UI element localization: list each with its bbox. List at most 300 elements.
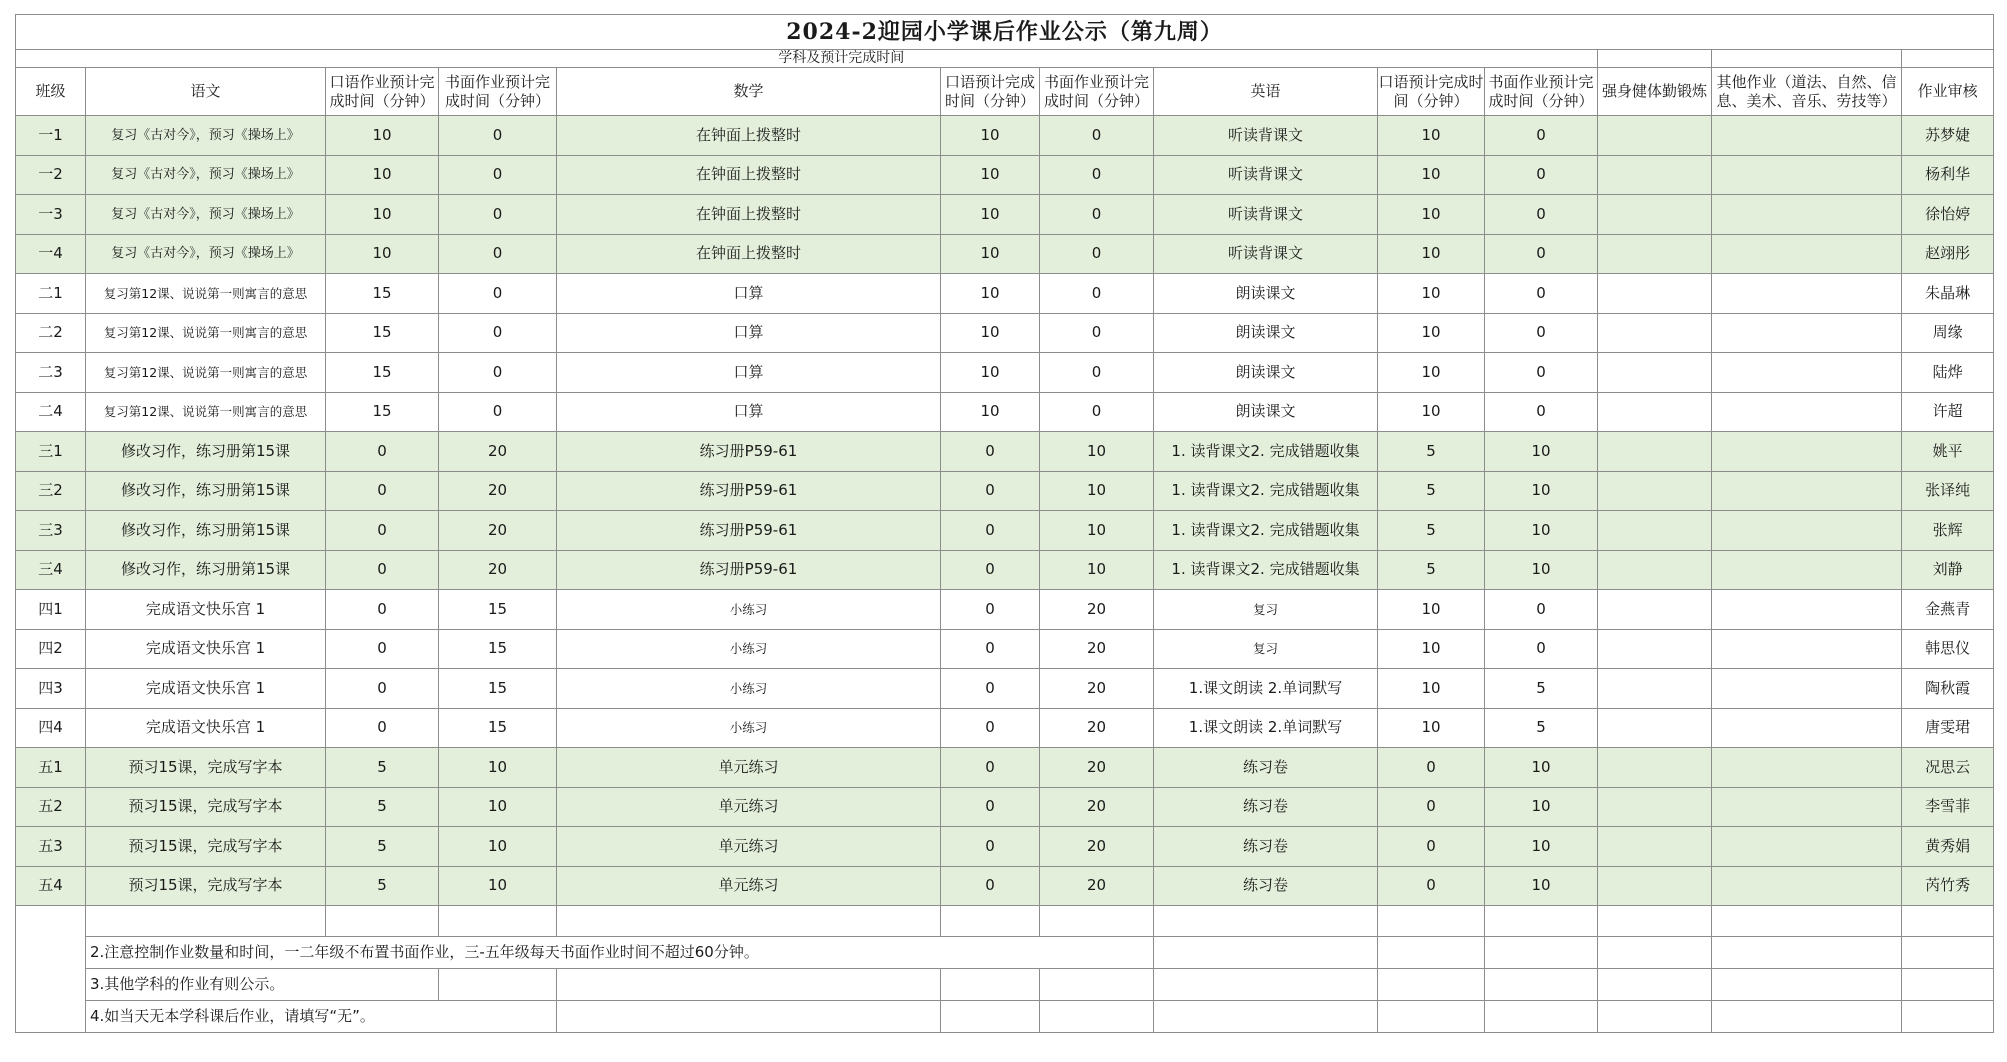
- cell-review: 黄秀娟: [1902, 827, 1994, 867]
- cell-math-oral: 0: [941, 708, 1040, 748]
- cell-math-oral: 10: [941, 274, 1040, 314]
- cell-review: 刘静: [1902, 550, 1994, 590]
- cell-math-oral: 10: [941, 155, 1040, 195]
- cell-chinese: 复习第12课、说说第一则寓言的意思: [86, 274, 326, 314]
- cell-other: [1712, 787, 1902, 827]
- cell-math: 小练习: [557, 669, 941, 709]
- cell-class: 一2: [16, 155, 86, 195]
- cell-exercise: [1598, 866, 1712, 906]
- table-row: [16, 234, 1994, 274]
- cell-review: 苏梦婕: [1902, 116, 1994, 156]
- cell-review: 芮竹秀: [1902, 866, 1994, 906]
- cell-math-oral: 10: [941, 116, 1040, 156]
- cell-other: [1712, 234, 1902, 274]
- cell-chinese-written: 15: [439, 669, 557, 709]
- cell-math: 在钟面上拨整时: [557, 116, 941, 156]
- cell-math: 单元练习: [557, 748, 941, 788]
- cell-math: 单元练习: [557, 827, 941, 867]
- cell-math-oral: 0: [941, 590, 1040, 630]
- cell-chinese-written: 0: [439, 392, 557, 432]
- cell-math-written: 20: [1040, 708, 1154, 748]
- cell-other: [1712, 827, 1902, 867]
- cell-class: 四4: [16, 708, 86, 748]
- cell-english-oral: 10: [1378, 669, 1485, 709]
- cell-review: 杨利华: [1902, 155, 1994, 195]
- note-row: [16, 1001, 1994, 1033]
- cell-english-oral: 5: [1378, 432, 1485, 472]
- header-math-written: 书面作业预计完成时间（分钟）: [1040, 68, 1154, 116]
- table-row: [16, 550, 1994, 590]
- cell-english: 复习: [1154, 629, 1378, 669]
- cell-english-oral: 10: [1378, 195, 1485, 235]
- cell-english-written: 10: [1485, 511, 1598, 551]
- cell-math: 小练习: [557, 629, 941, 669]
- table-body: [16, 15, 1994, 1033]
- header-chinese-oral: 口语作业预计完成时间（分钟）: [326, 68, 439, 116]
- cell-chinese-oral: 0: [326, 471, 439, 511]
- cell-chinese: 复习第12课、说说第一则寓言的意思: [86, 353, 326, 393]
- cell-english-oral: 10: [1378, 234, 1485, 274]
- table-row: [16, 313, 1994, 353]
- cell-chinese-written: 20: [439, 511, 557, 551]
- cell-math-oral: 0: [941, 432, 1040, 472]
- cell-english-written: 0: [1485, 195, 1598, 235]
- cell-math-oral: 0: [941, 669, 1040, 709]
- cell-math-written: 20: [1040, 669, 1154, 709]
- cell-class: 二3: [16, 353, 86, 393]
- cell-class: 五2: [16, 787, 86, 827]
- cell-exercise: [1598, 234, 1712, 274]
- cell-math-written: 10: [1040, 550, 1154, 590]
- cell-review: 张译纯: [1902, 471, 1994, 511]
- table-row: [16, 392, 1994, 432]
- cell-class: 三2: [16, 471, 86, 511]
- table-row: [16, 827, 1994, 867]
- cell-english-oral: 10: [1378, 708, 1485, 748]
- cell-exercise: [1598, 511, 1712, 551]
- cell-chinese-written: 0: [439, 274, 557, 314]
- cell-english: 朗读课文: [1154, 313, 1378, 353]
- cell-chinese-oral: 15: [326, 313, 439, 353]
- sheet-title: 2024-2迎园小学课后作业公示（第九周）: [16, 15, 1994, 50]
- cell-chinese: 预习15课，完成写字本: [86, 866, 326, 906]
- cell-math-oral: 10: [941, 392, 1040, 432]
- table-row: [16, 787, 1994, 827]
- cell-math-oral: 0: [941, 787, 1040, 827]
- cell-math-written: 0: [1040, 274, 1154, 314]
- header-class: 班级: [16, 68, 86, 116]
- cell-chinese: 复习《古对今》，预习《操场上》: [86, 195, 326, 235]
- cell-chinese: 修改习作，练习册第15课: [86, 511, 326, 551]
- cell-math: 单元练习: [557, 787, 941, 827]
- header-exercise: 强身健体勤锻炼: [1598, 68, 1712, 116]
- cell-chinese: 修改习作，练习册第15课: [86, 471, 326, 511]
- cell-math-written: 0: [1040, 313, 1154, 353]
- cell-chinese-oral: 15: [326, 353, 439, 393]
- cell-english-written: 0: [1485, 116, 1598, 156]
- cell-other: [1712, 866, 1902, 906]
- cell-math-written: 10: [1040, 471, 1154, 511]
- cell-english-written: 0: [1485, 234, 1598, 274]
- header-review: 作业审核: [1902, 68, 1994, 116]
- cell-math: 在钟面上拨整时: [557, 195, 941, 235]
- cell-english: 1. 读背课文2. 完成错题收集: [1154, 511, 1378, 551]
- cell-chinese-oral: 10: [326, 116, 439, 156]
- cell-chinese: 完成语文快乐宫 1: [86, 629, 326, 669]
- table-row: [16, 511, 1994, 551]
- cell-class: 三4: [16, 550, 86, 590]
- cell-math-written: 0: [1040, 116, 1154, 156]
- cell-chinese: 修改习作，练习册第15课: [86, 432, 326, 472]
- cell-english-written: 10: [1485, 827, 1598, 867]
- cell-math: 口算: [557, 353, 941, 393]
- cell-chinese-oral: 5: [326, 787, 439, 827]
- cell-chinese-written: 0: [439, 234, 557, 274]
- header-english-written: 书面作业预计完成时间（分钟）: [1485, 68, 1598, 116]
- cell-class: 一1: [16, 116, 86, 156]
- cell-math: 练习册P59-61: [557, 550, 941, 590]
- cell-math-written: 0: [1040, 392, 1154, 432]
- cell-chinese-oral: 15: [326, 274, 439, 314]
- cell-english: 听读背课文: [1154, 234, 1378, 274]
- homework-table: [15, 14, 1994, 1033]
- cell-exercise: [1598, 195, 1712, 235]
- cell-english-written: 0: [1485, 590, 1598, 630]
- cell-english-written: 5: [1485, 669, 1598, 709]
- table-row: [16, 195, 1994, 235]
- cell-math: 单元练习: [557, 866, 941, 906]
- cell-chinese: 复习《古对今》，预习《操场上》: [86, 155, 326, 195]
- cell-english-oral: 0: [1378, 748, 1485, 788]
- cell-exercise: [1598, 827, 1712, 867]
- cell-class: 二1: [16, 274, 86, 314]
- cell-review: 韩思仪: [1902, 629, 1994, 669]
- cell-chinese-written: 0: [439, 313, 557, 353]
- cell-math-written: 20: [1040, 748, 1154, 788]
- cell-chinese-oral: 10: [326, 155, 439, 195]
- cell-english-oral: 10: [1378, 155, 1485, 195]
- cell-chinese-written: 15: [439, 629, 557, 669]
- cell-other: [1712, 116, 1902, 156]
- cell-exercise: [1598, 708, 1712, 748]
- cell-chinese: 完成语文快乐宫 1: [86, 669, 326, 709]
- cell-review: 姚平: [1902, 432, 1994, 472]
- cell-english-oral: 0: [1378, 827, 1485, 867]
- cell-english: 朗读课文: [1154, 353, 1378, 393]
- cell-english-written: 0: [1485, 274, 1598, 314]
- cell-english: 练习卷: [1154, 748, 1378, 788]
- cell-review: 陶秋霞: [1902, 669, 1994, 709]
- column-header-row: [16, 68, 1994, 116]
- cell-math-oral: 10: [941, 195, 1040, 235]
- cell-class: 五4: [16, 866, 86, 906]
- cell-math-written: 10: [1040, 432, 1154, 472]
- cell-english: 听读背课文: [1154, 155, 1378, 195]
- cell-other: [1712, 432, 1902, 472]
- table-row: [16, 116, 1994, 156]
- header-math: 数学: [557, 68, 941, 116]
- cell-english-oral: 10: [1378, 274, 1485, 314]
- cell-exercise: [1598, 471, 1712, 511]
- header-other: 其他作业（道法、自然、信息、美术、音乐、劳技等）: [1712, 68, 1902, 116]
- cell-review: 周缘: [1902, 313, 1994, 353]
- cell-english-oral: 5: [1378, 550, 1485, 590]
- cell-chinese-written: 0: [439, 353, 557, 393]
- cell-math: 在钟面上拨整时: [557, 234, 941, 274]
- note-row: [16, 969, 1994, 1001]
- cell-math-written: 20: [1040, 629, 1154, 669]
- cell-math: 在钟面上拨整时: [557, 155, 941, 195]
- cell-review: 李雪菲: [1902, 787, 1994, 827]
- blank-row: [16, 906, 1994, 937]
- cell-chinese-written: 20: [439, 432, 557, 472]
- cell-english-written: 10: [1485, 866, 1598, 906]
- cell-math-written: 0: [1040, 234, 1154, 274]
- cell-class: 四3: [16, 669, 86, 709]
- cell-exercise: [1598, 313, 1712, 353]
- note-row: [16, 937, 1994, 969]
- table-row: [16, 155, 1994, 195]
- cell-chinese-written: 15: [439, 708, 557, 748]
- cell-chinese: 预习15课，完成写字本: [86, 827, 326, 867]
- cell-english-written: 10: [1485, 787, 1598, 827]
- cell-other: [1712, 511, 1902, 551]
- cell-exercise: [1598, 748, 1712, 788]
- cell-exercise: [1598, 155, 1712, 195]
- cell-math-written: 20: [1040, 827, 1154, 867]
- cell-english-written: 10: [1485, 432, 1598, 472]
- cell-english-oral: 10: [1378, 353, 1485, 393]
- cell-chinese-written: 15: [439, 590, 557, 630]
- cell-math-written: 20: [1040, 866, 1154, 906]
- cell-other: [1712, 590, 1902, 630]
- cell-math-oral: 10: [941, 313, 1040, 353]
- cell-review: 张辉: [1902, 511, 1994, 551]
- cell-english: 听读背课文: [1154, 116, 1378, 156]
- cell-exercise: [1598, 432, 1712, 472]
- cell-english-written: 0: [1485, 155, 1598, 195]
- cell-english-written: 0: [1485, 313, 1598, 353]
- cell-english-oral: 10: [1378, 629, 1485, 669]
- cell-class: 五3: [16, 827, 86, 867]
- cell-chinese-oral: 0: [326, 511, 439, 551]
- cell-other: [1712, 669, 1902, 709]
- cell-english-oral: 10: [1378, 116, 1485, 156]
- cell-english: 练习卷: [1154, 827, 1378, 867]
- cell-chinese-oral: 15: [326, 392, 439, 432]
- cell-other: [1712, 313, 1902, 353]
- note-text: 3.其他学科的作业有则公示。: [86, 969, 439, 1001]
- cell-chinese-written: 10: [439, 866, 557, 906]
- cell-chinese-oral: 0: [326, 629, 439, 669]
- group-header: 学科及预计完成时间: [86, 50, 1598, 68]
- cell-english-written: 10: [1485, 471, 1598, 511]
- table-row: [16, 274, 1994, 314]
- cell-math-oral: 0: [941, 748, 1040, 788]
- cell-chinese-oral: 0: [326, 550, 439, 590]
- cell-math-oral: 0: [941, 471, 1040, 511]
- cell-english: 1. 读背课文2. 完成错题收集: [1154, 550, 1378, 590]
- cell-class: 三3: [16, 511, 86, 551]
- cell-class: 三1: [16, 432, 86, 472]
- cell-english: 1.课文朗读 2.单词默写: [1154, 708, 1378, 748]
- cell-exercise: [1598, 353, 1712, 393]
- cell-exercise: [1598, 116, 1712, 156]
- cell-english: 复习: [1154, 590, 1378, 630]
- header-math-oral: 口语预计完成时间（分钟）: [941, 68, 1040, 116]
- cell-chinese: 复习《古对今》，预习《操场上》: [86, 234, 326, 274]
- cell-review: 徐怡婷: [1902, 195, 1994, 235]
- cell-math-oral: 0: [941, 550, 1040, 590]
- header-chinese-written: 书面作业预计完成时间（分钟）: [439, 68, 557, 116]
- cell-math-written: 0: [1040, 155, 1154, 195]
- table-row: [16, 866, 1994, 906]
- note-text: 4.如当天无本学科课后作业，请填写“无”。: [86, 1001, 557, 1033]
- notes-gutter: [16, 906, 86, 1033]
- cell-math: 小练习: [557, 590, 941, 630]
- table-row: [16, 669, 1994, 709]
- cell-math-written: 20: [1040, 590, 1154, 630]
- cell-exercise: [1598, 590, 1712, 630]
- cell-math: 口算: [557, 313, 941, 353]
- cell-review: 赵翊彤: [1902, 234, 1994, 274]
- cell-chinese: 预习15课，完成写字本: [86, 787, 326, 827]
- cell-other: [1712, 550, 1902, 590]
- cell-chinese-oral: 5: [326, 748, 439, 788]
- header-english: 英语: [1154, 68, 1378, 116]
- cell-review: 唐雯珺: [1902, 708, 1994, 748]
- cell-chinese: 复习第12课、说说第一则寓言的意思: [86, 313, 326, 353]
- cell-review: 陆烨: [1902, 353, 1994, 393]
- cell-chinese-written: 10: [439, 827, 557, 867]
- note-text: 2.注意控制作业数量和时间，一二年级不布置书面作业，三-五年级每天书面作业时间不超过60分钟。: [86, 937, 1154, 969]
- cell-english: 练习卷: [1154, 866, 1378, 906]
- cell-math-written: 10: [1040, 511, 1154, 551]
- cell-math: 小练习: [557, 708, 941, 748]
- cell-chinese-oral: 10: [326, 234, 439, 274]
- cell-class: 四2: [16, 629, 86, 669]
- cell-math-oral: 10: [941, 353, 1040, 393]
- cell-class: 四1: [16, 590, 86, 630]
- cell-class: 二2: [16, 313, 86, 353]
- cell-chinese-oral: 5: [326, 827, 439, 867]
- cell-chinese-oral: 0: [326, 590, 439, 630]
- cell-english: 1. 读背课文2. 完成错题收集: [1154, 471, 1378, 511]
- cell-math: 口算: [557, 274, 941, 314]
- cell-english-written: 10: [1485, 550, 1598, 590]
- cell-chinese-oral: 0: [326, 708, 439, 748]
- cell-review: 朱晶琳: [1902, 274, 1994, 314]
- cell-english: 朗读课文: [1154, 274, 1378, 314]
- cell-chinese-written: 20: [439, 471, 557, 511]
- cell-exercise: [1598, 274, 1712, 314]
- cell-english-written: 10: [1485, 748, 1598, 788]
- cell-exercise: [1598, 787, 1712, 827]
- cell-class: 五1: [16, 748, 86, 788]
- header-chinese: 语文: [86, 68, 326, 116]
- cell-class: 一3: [16, 195, 86, 235]
- cell-chinese: 复习第12课、说说第一则寓言的意思: [86, 392, 326, 432]
- cell-math: 练习册P59-61: [557, 432, 941, 472]
- cell-chinese: 预习15课，完成写字本: [86, 748, 326, 788]
- cell-english-written: 0: [1485, 629, 1598, 669]
- cell-other: [1712, 471, 1902, 511]
- cell-other: [1712, 353, 1902, 393]
- cell-class: 二4: [16, 392, 86, 432]
- cell-english: 朗读课文: [1154, 392, 1378, 432]
- cell-chinese-oral: 0: [326, 669, 439, 709]
- table-row: [16, 629, 1994, 669]
- cell-other: [1712, 629, 1902, 669]
- cell-english-oral: 0: [1378, 787, 1485, 827]
- cell-chinese: 复习《古对今》，预习《操场上》: [86, 116, 326, 156]
- cell-english: 听读背课文: [1154, 195, 1378, 235]
- table-row: [16, 353, 1994, 393]
- cell-english-written: 0: [1485, 392, 1598, 432]
- cell-other: [1712, 392, 1902, 432]
- cell-chinese-written: 0: [439, 195, 557, 235]
- cell-math-written: 0: [1040, 195, 1154, 235]
- cell-chinese-written: 10: [439, 748, 557, 788]
- cell-math-written: 20: [1040, 787, 1154, 827]
- cell-other: [1712, 195, 1902, 235]
- cell-chinese: 修改习作，练习册第15课: [86, 550, 326, 590]
- cell-chinese-oral: 10: [326, 195, 439, 235]
- cell-chinese: 完成语文快乐宫 1: [86, 708, 326, 748]
- cell-math-oral: 0: [941, 511, 1040, 551]
- cell-english-written: 0: [1485, 353, 1598, 393]
- cell-math: 练习册P59-61: [557, 471, 941, 511]
- cell-other: [1712, 274, 1902, 314]
- cell-exercise: [1598, 392, 1712, 432]
- header-english-oral: 口语预计完成时间（分钟）: [1378, 68, 1485, 116]
- cell-chinese-written: 20: [439, 550, 557, 590]
- cell-class: 一4: [16, 234, 86, 274]
- cell-exercise: [1598, 669, 1712, 709]
- cell-exercise: [1598, 550, 1712, 590]
- cell-english-oral: 5: [1378, 511, 1485, 551]
- cell-math-oral: 10: [941, 234, 1040, 274]
- table-row: [16, 748, 1994, 788]
- cell-english: 1.课文朗读 2.单词默写: [1154, 669, 1378, 709]
- cell-other: [1712, 748, 1902, 788]
- cell-chinese-oral: 0: [326, 432, 439, 472]
- cell-math-oral: 0: [941, 866, 1040, 906]
- cell-other: [1712, 708, 1902, 748]
- cell-other: [1712, 155, 1902, 195]
- table-row: [16, 708, 1994, 748]
- cell-review: 许超: [1902, 392, 1994, 432]
- table-row: [16, 471, 1994, 511]
- cell-english: 1. 读背课文2. 完成错题收集: [1154, 432, 1378, 472]
- cell-math-written: 0: [1040, 353, 1154, 393]
- cell-chinese-oral: 5: [326, 866, 439, 906]
- cell-review: 金燕青: [1902, 590, 1994, 630]
- cell-exercise: [1598, 629, 1712, 669]
- table-row: [16, 590, 1994, 630]
- cell-chinese: 完成语文快乐宫 1: [86, 590, 326, 630]
- table-row: [16, 432, 1994, 472]
- cell-english-written: 5: [1485, 708, 1598, 748]
- cell-math: 练习册P59-61: [557, 511, 941, 551]
- cell-chinese-written: 10: [439, 787, 557, 827]
- cell-english-oral: 10: [1378, 313, 1485, 353]
- cell-review: 况思云: [1902, 748, 1994, 788]
- cell-english-oral: 5: [1378, 471, 1485, 511]
- cell-english-oral: 10: [1378, 392, 1485, 432]
- cell-math: 口算: [557, 392, 941, 432]
- cell-english-oral: 0: [1378, 866, 1485, 906]
